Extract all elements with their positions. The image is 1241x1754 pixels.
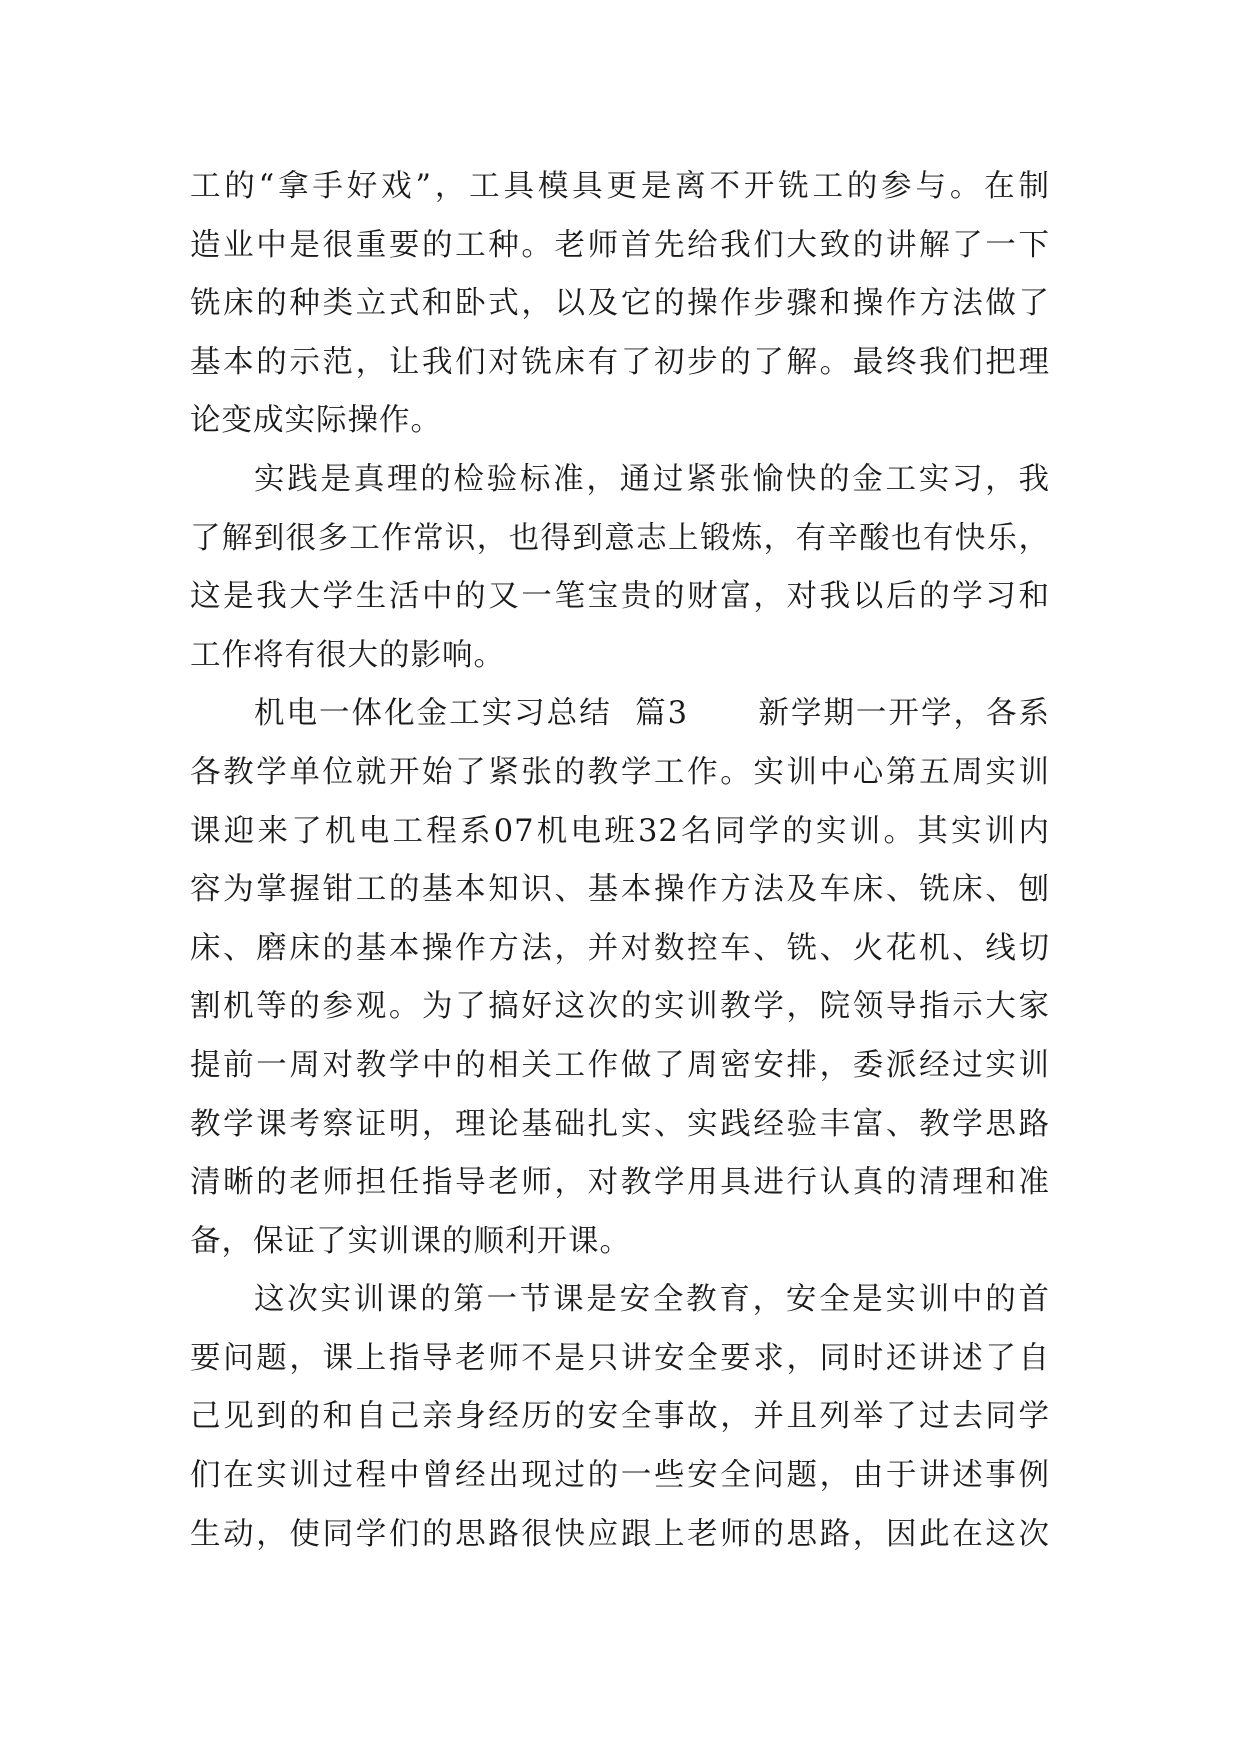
text-line: 课迎来了机电工程系07机电班32名同学的实训。其实训内 bbox=[190, 813, 1050, 849]
text-line: 清晰的老师担任指导老师，对教学用具进行认真的清理和准 bbox=[190, 1165, 1050, 1201]
text-line: 基本的示范，让我们对铣床有了初步的了解。最终我们把理 bbox=[190, 344, 1050, 380]
text-line: 容为掌握钳工的基本知识、基本操作方法及车床、铣床、刨 bbox=[190, 872, 1050, 908]
text-line: 这次实训课的第一节课是安全教育，安全是实训中的首 bbox=[254, 1282, 1050, 1318]
text-line: 铣床的种类立式和卧式，以及它的操作步骤和操作方法做了 bbox=[190, 286, 1050, 322]
text-line: 备，保证了实训课的顺利开课。 bbox=[190, 1223, 631, 1259]
text-line: 提前一周对教学中的相关工作做了周密安排，委派经过实训 bbox=[190, 1047, 1050, 1083]
text-line: 论变成实际操作。 bbox=[190, 403, 442, 439]
text-line: 机电一体化金工实习总结 篇3 新学期一开学，各系 bbox=[254, 696, 1050, 732]
text-line: 了解到很多工作常识，也得到意志上锻炼，有辛酸也有快乐， bbox=[190, 520, 1050, 556]
text-line: 工的“拿手好戏”，工具模具更是离不开铣工的参与。在制 bbox=[190, 169, 1050, 204]
text-line: 各教学单位就开始了紧张的教学工作。实训中心第五周实训 bbox=[190, 754, 1050, 790]
text-line: 己见到的和自己亲身经历的安全事故，并且列举了过去同学 bbox=[190, 1399, 1050, 1435]
document-body bbox=[190, 158, 1050, 1564]
text-line: 造业中是很重要的工种。老师首先给我们大致的讲解了一下 bbox=[190, 227, 1050, 263]
text-line: 们在实训过程中曾经出现过的一些安全问题，由于讲述事例 bbox=[190, 1458, 1050, 1494]
paragraph bbox=[190, 1271, 1050, 1564]
text-line: 实践是真理的检验标准，通过紧张愉快的金工实习，我 bbox=[254, 461, 1050, 497]
paragraph bbox=[190, 685, 1050, 1271]
text-line: 生动，使同学们的思路很快应跟上老师的思路，因此在这次 bbox=[190, 1516, 1050, 1552]
text-line: 这是我大学生活中的又一笔宝贵的财富，对我以后的学习和 bbox=[190, 579, 1050, 615]
text-line: 床、磨床的基本操作方法，并对数控车、铣、火花机、线切 bbox=[190, 930, 1050, 966]
text-line: 割机等的参观。为了搞好这次的实训教学，院领导指示大家 bbox=[190, 989, 1050, 1025]
text-line: 工作将有很大的影响。 bbox=[190, 637, 505, 673]
paragraph bbox=[190, 158, 1050, 451]
text-line: 要问题，课上指导老师不是只讲安全要求，同时还讲述了自 bbox=[190, 1340, 1050, 1376]
paragraph bbox=[190, 451, 1050, 685]
text-line: 教学课考察证明，理论基础扎实、实践经验丰富、教学思路 bbox=[190, 1106, 1050, 1142]
